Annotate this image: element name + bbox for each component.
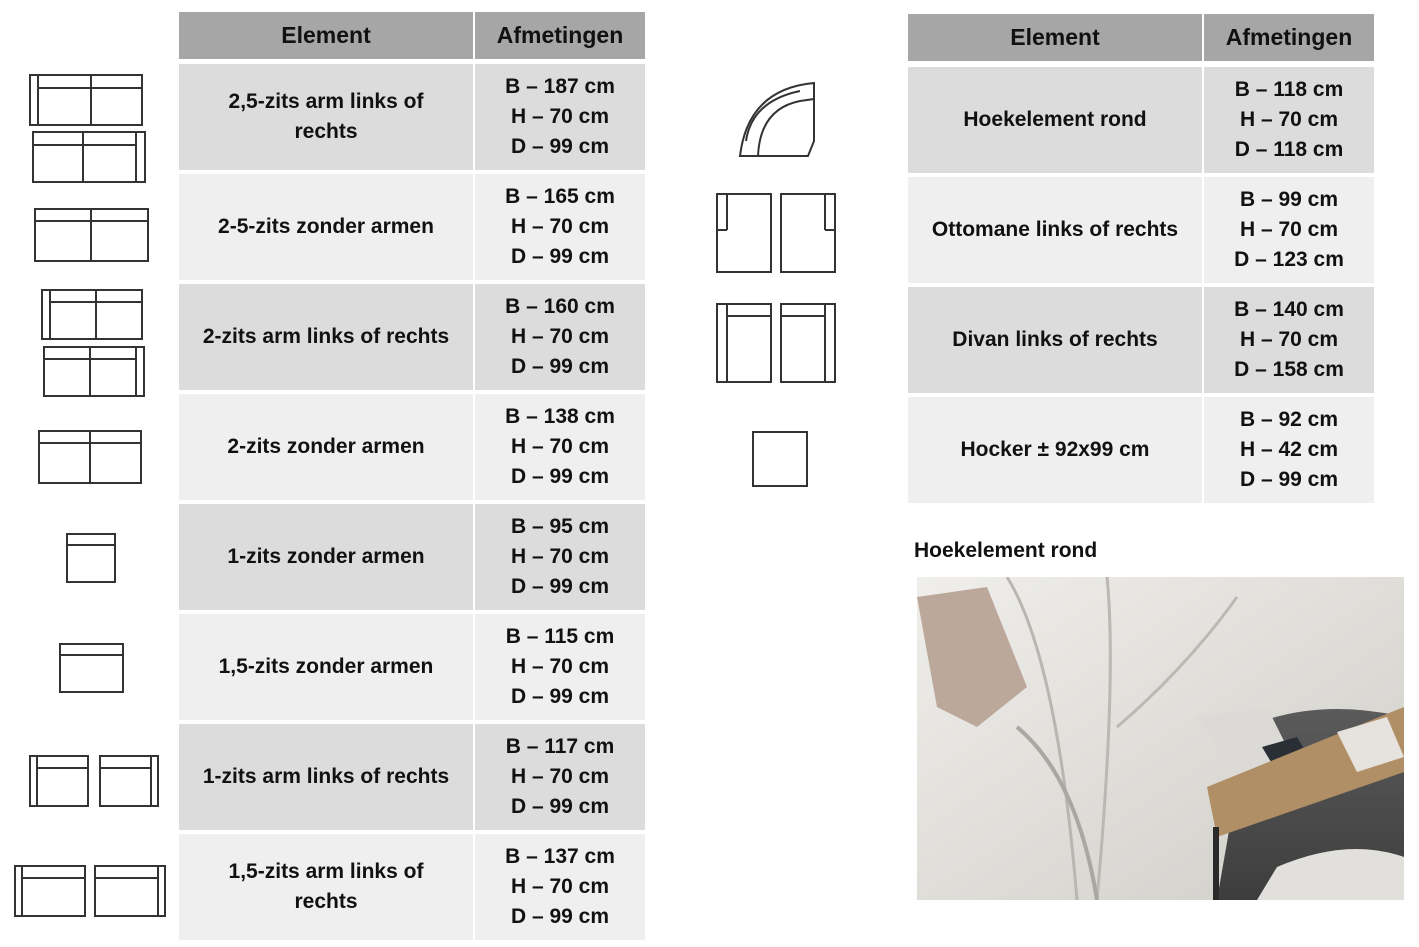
element-dimensions: B – 95 cm H – 70 cm D – 99 cm <box>475 504 645 610</box>
element-dimensions: B – 92 cm H – 42 cm D – 99 cm <box>1204 397 1374 503</box>
element-dimensions: B – 187 cm H – 70 cm D – 99 cm <box>475 64 645 170</box>
photo-caption: Hoekelement rond <box>914 539 1098 562</box>
element-name: 2-5-zits zonder armen <box>179 174 473 280</box>
element-dimensions: B – 160 cm H – 70 cm D – 99 cm <box>475 284 645 390</box>
element-name: Hoekelement rond <box>908 67 1202 173</box>
sofa-2-5-seat-arm-icon <box>28 72 148 184</box>
sofa-2-seat-arm-icon <box>40 288 148 400</box>
ottoman-icon <box>715 192 837 276</box>
element-name: 1-zits zonder armen <box>179 504 473 610</box>
element-dimensions: B – 117 cm H – 70 cm D – 99 cm <box>475 724 645 830</box>
header-dimensions: Afmetingen <box>475 12 645 59</box>
element-dimensions: B – 140 cm H – 70 cm D – 158 cm <box>1204 287 1374 393</box>
header-element: Element <box>179 12 473 59</box>
element-dimensions: B – 138 cm H – 70 cm D – 99 cm <box>475 394 645 500</box>
divan-icon <box>715 302 837 386</box>
sofa-2-seat-no-arms-icon <box>37 429 145 487</box>
element-name: 1,5-zits arm links of rechts <box>179 834 473 940</box>
element-name: 2-zits zonder armen <box>179 394 473 500</box>
element-dimensions: B – 99 cm H – 70 cm D – 123 cm <box>1204 177 1374 283</box>
element-name: Divan links of rechts <box>908 287 1202 393</box>
element-name: 2-zits arm links of rechts <box>179 284 473 390</box>
element-name: Ottomane links of rechts <box>908 177 1202 283</box>
sofa-1-5-seat-no-arms-icon <box>58 642 126 696</box>
header-element: Element <box>908 14 1202 61</box>
element-name: 2,5-zits arm links of rechts <box>179 64 473 170</box>
round-corner-sofa-photo <box>917 577 1404 900</box>
sofa-1-seat-arm-icon <box>28 754 164 810</box>
hocker-icon <box>751 430 809 488</box>
element-dimensions: B – 165 cm H – 70 cm D – 99 cm <box>475 174 645 280</box>
sofa-2-5-seat-no-arms-icon <box>33 207 151 265</box>
element-name: 1,5-zits zonder armen <box>179 614 473 720</box>
round-corner-element-icon <box>738 81 818 159</box>
element-dimensions: B – 115 cm H – 70 cm D – 99 cm <box>475 614 645 720</box>
sofa-1-5-seat-arm-icon <box>13 864 169 920</box>
header-dimensions: Afmetingen <box>1204 14 1374 61</box>
sofa-1-seat-no-arms-icon <box>65 532 119 586</box>
element-name: 1-zits arm links of rechts <box>179 724 473 830</box>
element-dimensions: B – 137 cm H – 70 cm D – 99 cm <box>475 834 645 940</box>
element-name: Hocker ± 92x99 cm <box>908 397 1202 503</box>
element-dimensions: B – 118 cm H – 70 cm D – 118 cm <box>1204 67 1374 173</box>
